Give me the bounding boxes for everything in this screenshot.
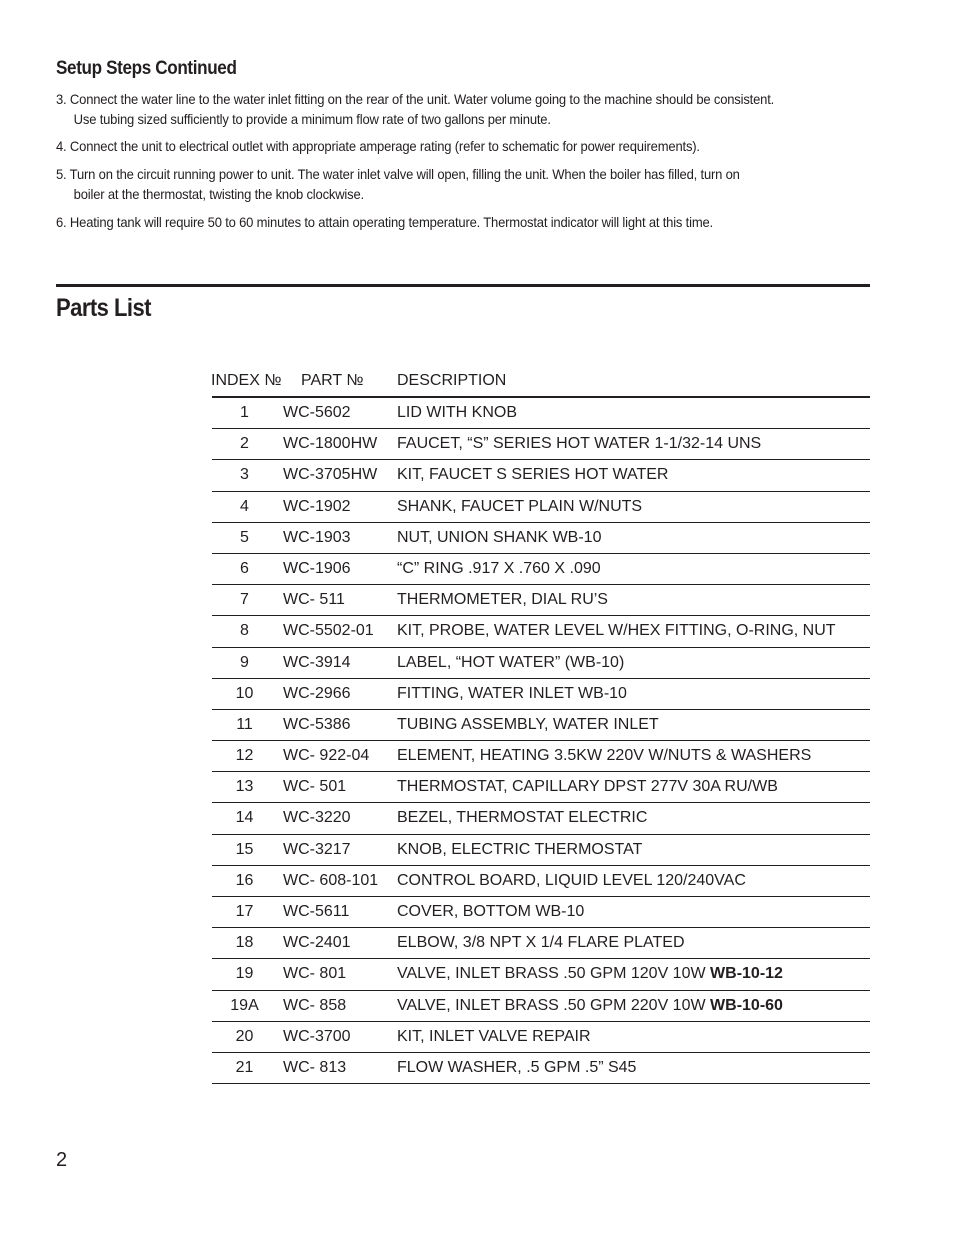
table-row (212, 554, 870, 585)
table-row (212, 803, 870, 834)
index-cell: 19A (230, 996, 259, 1014)
model-number: WB-10-12 (710, 965, 783, 983)
part-number-cell: WC-3220 (283, 809, 351, 827)
description-cell (397, 965, 783, 983)
description-cell (397, 716, 659, 734)
description-text: FAUCET, “S” SERIES HOT WATER 1-1/32-14 UNS (397, 435, 762, 453)
description-cell (397, 591, 608, 609)
part-number-cell: WC- 511 (283, 591, 345, 609)
step-text-continued: Use tubing sized sufficiently to provide a minimum flow rate of two gallons per minute. (73, 111, 551, 127)
model-number: WB-10-60 (710, 996, 783, 1014)
setup-steps-heading: Setup Steps Continued (56, 58, 237, 79)
part-number-cell: WC-5611 (283, 903, 350, 920)
part-number-cell: WC- 813 (283, 1058, 347, 1076)
index-cell: 4 (240, 497, 249, 515)
description-cell (397, 529, 601, 547)
description-cell (397, 654, 624, 672)
table-row (212, 741, 870, 772)
description-text: THERMOMETER, DIAL RU’S (397, 591, 608, 609)
part-number-cell: WC- 801 (283, 965, 347, 983)
index-cell: 3 (240, 466, 249, 484)
part-number-cell: WC-3700 (283, 1027, 351, 1045)
description-text: “C” RING .917 X .760 X .090 (397, 559, 601, 577)
description-cell (397, 778, 778, 796)
index-cell: 13 (235, 778, 254, 796)
description-cell (397, 903, 584, 921)
table-row (212, 1022, 870, 1053)
description-text: CONTROL BOARD, LIQUID LEVEL 120/240VAC (397, 871, 746, 889)
description-text: SHANK, FAUCET PLAIN W/NUTS (397, 497, 643, 515)
part-number-cell: WC-1906 (283, 559, 351, 577)
table-row (212, 866, 870, 897)
part-number-cell: WC-3914 (283, 653, 351, 671)
index-cell: 15 (235, 840, 254, 858)
index-cell: 14 (235, 809, 254, 827)
description-cell (397, 404, 517, 422)
part-number-cell: WC-3217 (283, 840, 351, 858)
table-row (212, 460, 870, 491)
table-row (212, 835, 870, 866)
description-cell (397, 809, 647, 827)
description-cell (397, 560, 601, 578)
index-cell: 21 (235, 1058, 254, 1076)
part-number-cell: WC- 608-101 (283, 871, 379, 889)
description-text: KIT, INLET VALVE REPAIR (397, 1027, 591, 1045)
part-number-cell: WC-1902 (283, 497, 351, 515)
table-row (212, 710, 870, 741)
part-number-cell: WC-3705HW (283, 466, 378, 484)
description-text: NUT, UNION SHANK WB-10 (397, 528, 602, 546)
table-row (212, 928, 870, 959)
description-text: KIT, PROBE, WATER LEVEL W/HEX FITTING, O-RING, NUT (397, 622, 836, 640)
index-cell: 5 (240, 528, 249, 546)
table-row (212, 959, 870, 990)
description-text: KNOB, ELECTRIC THERMOSTAT (397, 840, 643, 858)
table-row (212, 523, 870, 554)
parts-table-body (212, 398, 870, 1084)
description-cell (397, 1028, 591, 1046)
index-cell: 2 (240, 435, 249, 453)
index-cell: 9 (240, 653, 249, 671)
description-text: BEZEL, THERMOSTAT ELECTRIC (397, 809, 648, 827)
description-text: VALVE, INLET BRASS .50 GPM 220V 10W (397, 996, 711, 1014)
step-text: 5. Turn on the circuit running power to unit. The water inlet valve will open, filling the unit. When the boiler has filled, turn on (56, 166, 740, 182)
part-number-cell: WC-5386 (283, 715, 351, 733)
index-cell: 19 (235, 965, 254, 983)
part-number-cell: WC-1800HW (283, 435, 378, 453)
table-row (212, 429, 870, 460)
step-text-continued: boiler at the thermostat, twisting the knob clockwise. (73, 186, 364, 202)
setup-step-6 (56, 212, 828, 232)
description-cell (397, 747, 811, 765)
table-row (212, 991, 870, 1022)
index-cell: 12 (235, 747, 254, 765)
step-text: 3. Connect the water line to the water inlet fitting on the rear of the unit. Water volume going to the machine should be consistent. (56, 91, 775, 107)
table-row (212, 772, 870, 803)
description-text: ELEMENT, HEATING 3.5KW 220V W/NUTS & WASHERS (397, 747, 812, 765)
description-text: TUBING ASSEMBLY, WATER INLET (397, 715, 659, 733)
table-row (212, 616, 870, 647)
description-text: VALVE, INLET BRASS .50 GPM 120V 10W (397, 965, 711, 983)
header-description: DESCRIPTION (397, 372, 507, 389)
index-cell: 1 (240, 404, 249, 421)
table-row (212, 679, 870, 710)
part-number-cell: WC-5602 (283, 404, 351, 421)
index-cell: 18 (235, 934, 254, 952)
index-cell: 16 (235, 871, 254, 889)
description-cell (397, 622, 836, 640)
parts-table-header (211, 370, 870, 397)
part-number-cell: WC-2966 (283, 684, 351, 702)
description-cell (397, 1059, 636, 1077)
part-number-cell: WC- 501 (283, 778, 347, 796)
description-text: THERMOSTAT, CAPILLARY DPST 277V 30A RU/WB (397, 778, 778, 796)
table-row (212, 897, 870, 928)
table-row (212, 398, 870, 429)
description-text: ELBOW, 3/8 NPT X 1/4 FLARE PLATED (397, 934, 685, 952)
description-cell (397, 435, 761, 453)
part-number-cell: WC-5502-01 (283, 622, 374, 640)
description-text: LABEL, “HOT WATER” (WB-10) (397, 653, 625, 671)
table-row (212, 585, 870, 616)
description-cell (397, 685, 627, 703)
header-part: PART № (301, 372, 364, 389)
step-text: 6. Heating tank will require 50 to 60 minutes to attain operating temperature. Thermostat indicator will light at this time. (56, 214, 713, 230)
description-cell (397, 872, 746, 890)
index-cell: 17 (235, 903, 254, 920)
setup-step-4 (56, 136, 828, 156)
table-row (212, 1053, 870, 1084)
description-text: LID WITH KNOB (397, 404, 518, 421)
page-number: 2 (56, 1149, 68, 1171)
index-cell: 11 (236, 715, 253, 733)
setup-step-3 (56, 89, 828, 129)
index-cell: 8 (240, 622, 249, 640)
section-divider (56, 284, 870, 287)
part-number-cell: WC- 858 (283, 996, 347, 1014)
setup-step-5 (56, 164, 828, 204)
part-number-cell: WC-2401 (283, 934, 351, 952)
description-cell (397, 934, 685, 952)
description-text: FITTING, WATER INLET WB-10 (397, 684, 627, 702)
index-cell: 10 (235, 684, 254, 702)
part-number-cell: WC-1903 (283, 528, 351, 546)
header-index: INDEX № (211, 372, 282, 389)
description-text: FLOW WASHER, .5 GPM .5” S45 (397, 1058, 637, 1076)
parts-list-heading: Parts List (56, 294, 151, 322)
description-cell (397, 997, 783, 1015)
table-row (212, 648, 870, 679)
table-row (212, 492, 870, 523)
step-text: 4. Connect the unit to electrical outlet with appropriate amperage rating (refer to schematic for power requirements). (56, 138, 700, 154)
description-cell (397, 498, 642, 516)
description-cell (397, 466, 668, 484)
description-text: COVER, BOTTOM WB-10 (397, 903, 585, 920)
index-cell: 6 (240, 559, 249, 577)
description-cell (397, 841, 642, 859)
part-number-cell: WC- 922-04 (283, 747, 370, 765)
description-text: KIT, FAUCET S SERIES HOT WATER (397, 466, 669, 484)
index-cell: 7 (240, 591, 249, 609)
index-cell: 20 (235, 1027, 254, 1045)
